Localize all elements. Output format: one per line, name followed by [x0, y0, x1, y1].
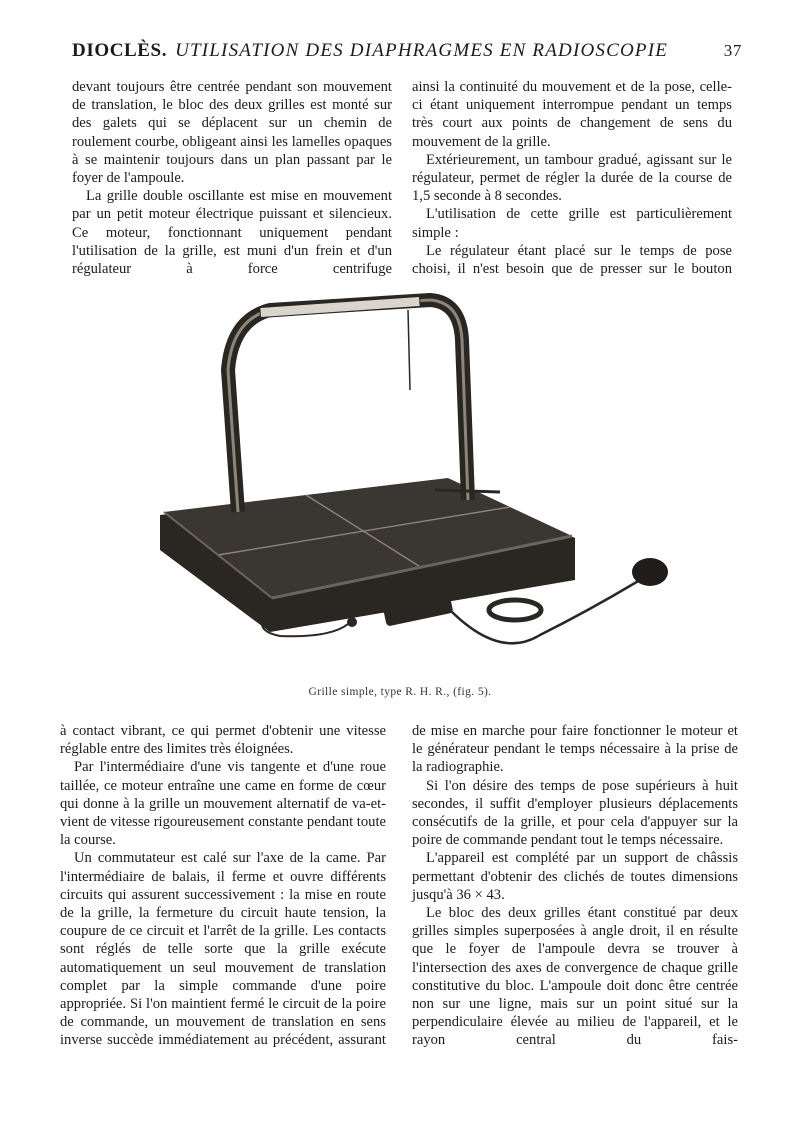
header-title: UTILISATION DES DIAPHRAGMES EN RADIOSCOPIE — [175, 40, 669, 61]
paragraph: de mise en marche pour faire fonctionner le moteur et le générateur pendant le temps nécessaire à la prise de la radiographie. — [412, 723, 738, 776]
paragraph: à contact vibrant, ce qui permet d'obtenir une vitesse réglable entre des limites très éloignées. — [60, 723, 386, 758]
running-header — [72, 40, 742, 70]
page-number: 37 — [723, 41, 742, 60]
column-bottom-left — [60, 722, 386, 1050]
paragraph: Le régulateur étant placé sur le temps de pose choisi, il n'est besoin que de presser sur le bouton — [412, 242, 732, 278]
plug — [347, 617, 357, 627]
figure-caption: Grille simple, type R. H. R., (fig. 5). — [308, 686, 492, 698]
paragraph: devant toujours être centrée pendant son mouvement de translation, le bloc des deux grilles est monté sur des galets qui se déplacent sur un chemin de roulement courbe, obligeant ainsi les lamelles opaques à se maintenir toujours dans un plan passant par le foyer de l'ampoule. — [72, 79, 392, 187]
coiled-cable — [489, 600, 541, 620]
column-top-right — [412, 78, 732, 278]
paragraph: L'utilisation de cette grille est particulièrement simple : — [412, 206, 732, 241]
grid-apparatus-illustration — [120, 280, 700, 680]
paragraph: L'appareil est complété par un support de châssis permettant d'obtenir des clichés de toutes dimensions jusqu'à 36 × 43. — [412, 850, 738, 903]
paragraph: Extérieurement, un tambour gradué, agissant sur le régulateur, permet de régler la durée de la course de 1,5 seconde à 8 secondes. — [412, 151, 732, 205]
paragraph: Par l'intermédiaire d'une vis tangente et d'une roue taillée, ce moteur entraîne une came en forme de cœur qui donne à la grille un mouvement alternatif de va-et-vient de vitesse rigoureusement constante pendant toute la course. — [60, 759, 386, 849]
paragraph: Si l'on désire des temps de pose supérieurs à huit secondes, il suffit d'employer plusieurs déplacements consécutifs de la grille, et pour cela d'appuyer sur la poire de commande pendant tout le temps nécessaire. — [412, 777, 738, 849]
figure-illustration — [120, 280, 700, 680]
paragraph: Le bloc des deux grilles étant constitué par deux grilles simples superposées à angle droit, il en résulte que le foyer de l'ampoule devra se trouver à l'intersection des axes de convergence de chaque grille constitutive du bloc. L'ampoule doit donc être centrée non sur une ligne, mais sur un point situé sur la perpendiculaire élevée au milieu de l'appareil, et le rayon central du fais- — [412, 905, 738, 1049]
paragraph: Un commutateur est calé sur l'axe de la came. Par l'intermédiaire de balais, il ferme et ouvre différents circuits qui assurent successivement : la mise en route de la grille, la fermeture du circuit haute tension, la coupure de ce circuit et l'arrêt de la grille. Les contacts sont réglés de telle sorte que la grille exécute automatiquement un seul mouvement de translation complet par la simple commande d'une poire appropriée. Si l'on maintient fermé le circuit de la poire de commande, un mouvement de translation en sens inverse succède immédiatement au précédent, assurant — [60, 850, 386, 1049]
plumb-line — [408, 310, 410, 390]
column-bottom-right — [412, 722, 738, 1050]
control-bulb-icon — [632, 558, 668, 586]
paragraph: La grille double oscillante est mise en mouvement par un petit moteur électrique puissant et silencieux. Ce moteur, fonctionnant uniquement pendant l'utilisation de la grille, est muni d'un frein et d'un régulateur à force centrifuge — [72, 188, 392, 278]
paragraph: ainsi la continuité du mouvement et de la pose, celle-ci étant uniquement interrompue pendant un temps très court aux points de changement de sens du mouvement de la grille. — [412, 79, 732, 150]
header-author: DIOCLÈS. — [72, 40, 168, 61]
column-top-left — [72, 78, 392, 278]
rear-rod — [435, 490, 500, 492]
